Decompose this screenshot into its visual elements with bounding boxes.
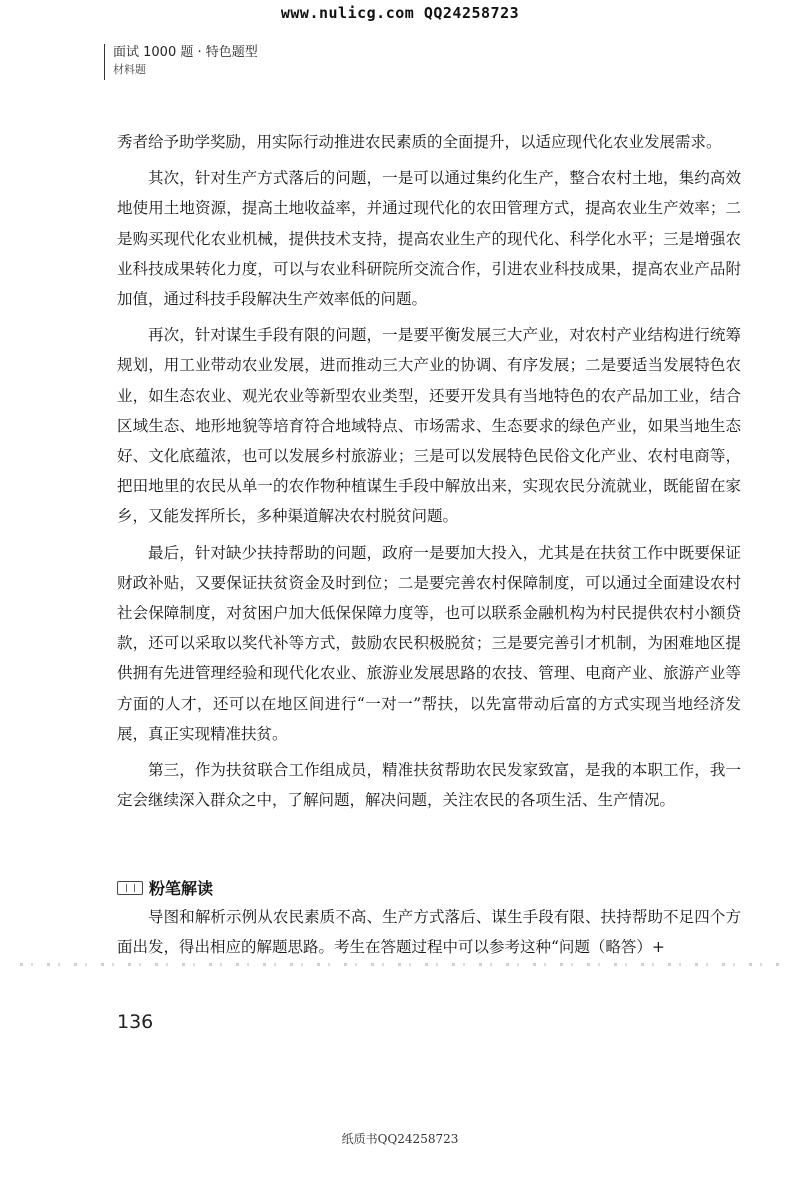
paragraph: 第三，作为扶贫联合工作组成员，精准扶贫帮助农民发家致富，是我的本职工作，我一定会继续深入群众之中，了解问题，解决问题，关注农民的各项生活、生产情况。 xyxy=(117,761,741,810)
page-number: 136 xyxy=(117,1011,154,1033)
scan-artifact-line xyxy=(20,963,780,966)
fenbi-title-text: 粉笔解读 xyxy=(149,879,214,898)
paragraph: 秀者给予助学奖励，用实际行动推进农民素质的全面提升，以适应现代化农业发展需求。 xyxy=(117,133,722,151)
watermark-top: www.nulicg.com QQ24258723 xyxy=(280,4,520,22)
watermark-bottom: 纸质书QQ24258723 xyxy=(341,1132,459,1146)
paragraph: 其次，针对生产方式落后的问题，一是可以通过集约化生产，整合农村土地，集约高效地使用土地资源，提高土地收益率，并通过现代化的农田管理方式，提高农业生产效率；二是购买现代化农业机械，提供技术支持，提高农业生产的现代化、科学化水平；三是增强农业科技成果转化力度，可以与农业科研院所交流合作，引进农业科技成果，提高农业产品附加值，通过科技手段解决生产效率低的问题。 xyxy=(117,169,741,309)
running-header xyxy=(104,44,258,80)
fenbi-section-heading xyxy=(117,876,213,899)
section-label: 材料题 xyxy=(113,63,146,76)
book-series-title: 面试 1000 题 · 特色题型 xyxy=(113,45,258,60)
fenbi-explanation: 导图和解析示例从农民素质不高、生产方式落后、谋生手段有限、扶持帮助不足四个方面出发，得出相应的解题思路。考生在答题过程中可以参考这种“问题（略答）+ xyxy=(117,908,741,956)
paragraph: 最后，针对缺少扶持帮助的问题，政府一是要加大投入，尤其是在扶贫工作中既要保证财政补贴，又要保证扶贫资金及时到位；二是要完善农村保障制度，可以通过全面建设农村社会保障制度，对贫困户加大低保保障力度等，也可以联系金融机构为村民提供农村小额贷款，还可以采取以奖代补等方式，鼓励农民积极脱贫；三是要完善引才机制，为困难地区提供拥有先进管理经验和现代化农业、旅游业发展思路的农技、管理、电商产业、旅游产业等方面的人才，还可以在地区间进行“一对一”帮扶，以先富带动后富的方式实现当地经济发展，真正实现精准扶贫。 xyxy=(117,543,741,743)
paragraph: 再次，针对谋生手段有限的问题，一是要平衡发展三大产业，对农村产业结构进行统筹规划，用工业带动农业发展，进而推动三大产业的协调、有序发展；二是要适当发展特色农业，如生态农业、观光农业等新型农业类型，还要开发具有当地特色的农产品加工业，结合区域生态、地形地貌等培育符合地域特点、市场需求、生态要求的绿色产业，如果当地生态好、文化底蕴浓，也可以发展乡村旅游业；三是可以发展特色民俗文化产业、农村电商等，把田地里的农民从单一的农作物种植谋生手段中解放出来，实现农民分流就业，既能留在家乡，又能发挥所长，多种渠道解决农村脱贫问题。 xyxy=(117,326,741,526)
answer-text xyxy=(117,127,741,821)
book-icon xyxy=(117,881,143,895)
